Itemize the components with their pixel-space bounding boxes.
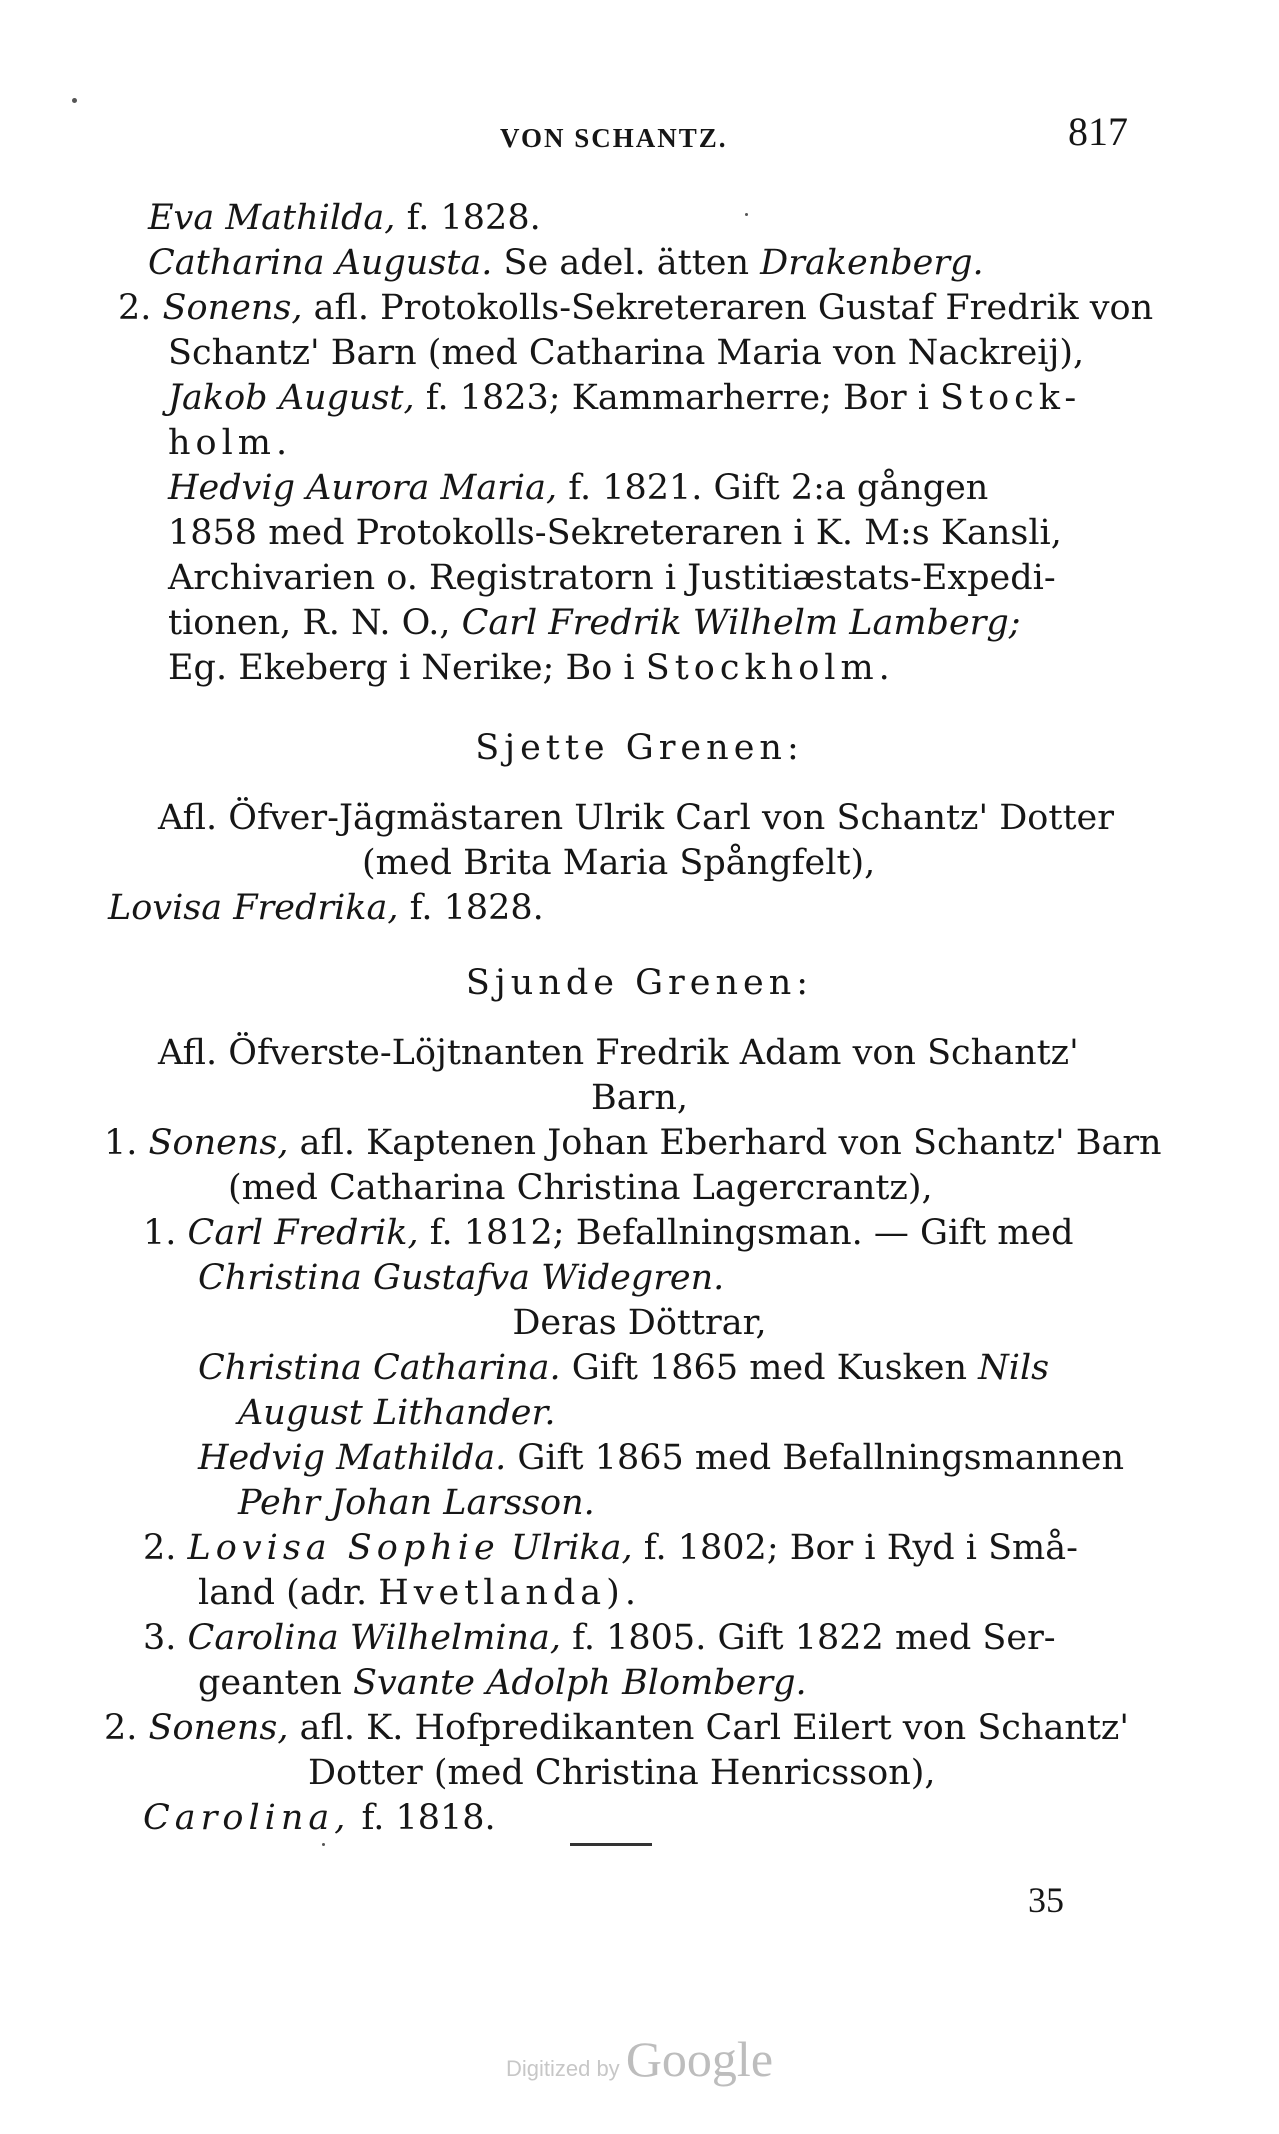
divider-rule (570, 1843, 652, 1846)
google-logo: Google (625, 2031, 774, 2087)
section-heading: Sjunde Grenen: (465, 963, 814, 1003)
text-line: Carolina, f. 1818. (143, 1798, 496, 1838)
signature-number: 35 (1028, 1880, 1064, 1920)
text-line: Catharina Augusta. Se adel. ätten Drakenberg. (148, 243, 984, 283)
text-line: 2. Sonens, afl. K. Hofpredikanten Carl Eilert von Schantz' (104, 1708, 1129, 1748)
text-line: Eg. Ekeberg i Nerike; Bo i Stockholm. (168, 648, 895, 688)
text-line: Archivarien o. Registratorn i Justitiæstats-Expedi- (168, 558, 1056, 598)
text-line: land (adr. Hvetlanda). (198, 1573, 641, 1613)
digitized-watermark (0, 2030, 1279, 2088)
text-line: (med Brita Maria Spångfelt), (362, 843, 876, 883)
text-line: Schantz' Barn (med Catharina Maria von Nackreij), (168, 333, 1085, 373)
text-line: Eva Mathilda, f. 1828. (148, 198, 541, 238)
text-line: 3. Carolina Wilhelmina, f. 1805. Gift 1822 med Ser- (143, 1618, 1056, 1658)
text-line: 1. Carl Fredrik, f. 1812; Befallningsman. — Gift med (143, 1213, 1074, 1253)
speck-mark (72, 98, 77, 103)
watermark-prefix: Digitized by (505, 2056, 620, 2081)
text-line: 2. Sonens, afl. Protokolls-Sekreteraren Gustaf Fredrik von (118, 288, 1154, 328)
text-line: Hedvig Mathilda. Gift 1865 med Befallningsmannen (198, 1438, 1124, 1478)
text-line: Afl. Öfver-Jägmästaren Ulrik Carl von Schantz' Dotter (158, 798, 1114, 838)
speck-mark (322, 1843, 325, 1846)
text-line: tionen, R. N. O., Carl Fredrik Wilhelm Lamberg; (168, 603, 1021, 643)
text-line: holm. (168, 423, 293, 463)
running-title: VON SCHANTZ. (500, 123, 728, 153)
text-line: Pehr Johan Larsson. (238, 1483, 595, 1523)
text-line: Afl. Öfverste-Löjtnanten Fredrik Adam von Schantz' (158, 1033, 1079, 1073)
text-line: 1858 med Protokolls-Sekreteraren i K. M:s Kansli, (168, 513, 1062, 553)
text-line: Barn, (591, 1078, 688, 1118)
section-heading: Sjette Grenen: (475, 728, 804, 768)
page-number: 817 (1068, 109, 1128, 154)
text-line: Christina Gustafva Widegren. (198, 1258, 725, 1298)
speck-mark (745, 213, 748, 216)
text-line: geanten Svante Adolph Blomberg. (198, 1663, 807, 1703)
text-line: Christina Catharina. Gift 1865 med Kusken Nils (198, 1348, 1050, 1388)
text-line: Deras Döttrar, (512, 1303, 767, 1343)
text-line: Hedvig Aurora Maria, f. 1821. Gift 2:a gången (168, 468, 989, 508)
text-line: 1. Sonens, afl. Kaptenen Johan Eberhard von Schantz' Barn (104, 1123, 1162, 1163)
text-line: 2. Lovisa Sophie Ulrika, f. 1802; Bor i Ryd i Små- (143, 1528, 1078, 1568)
text-line: Lovisa Fredrika, f. 1828. (108, 888, 544, 928)
text-line: (med Catharina Christina Lagercrantz), (228, 1168, 933, 1208)
text-line: August Lithander. (238, 1393, 556, 1433)
text-line: Dotter (med Christina Henricsson), (308, 1753, 936, 1793)
text-line: Jakob August, f. 1823; Kammarherre; Bor i Stock- (168, 378, 1082, 418)
